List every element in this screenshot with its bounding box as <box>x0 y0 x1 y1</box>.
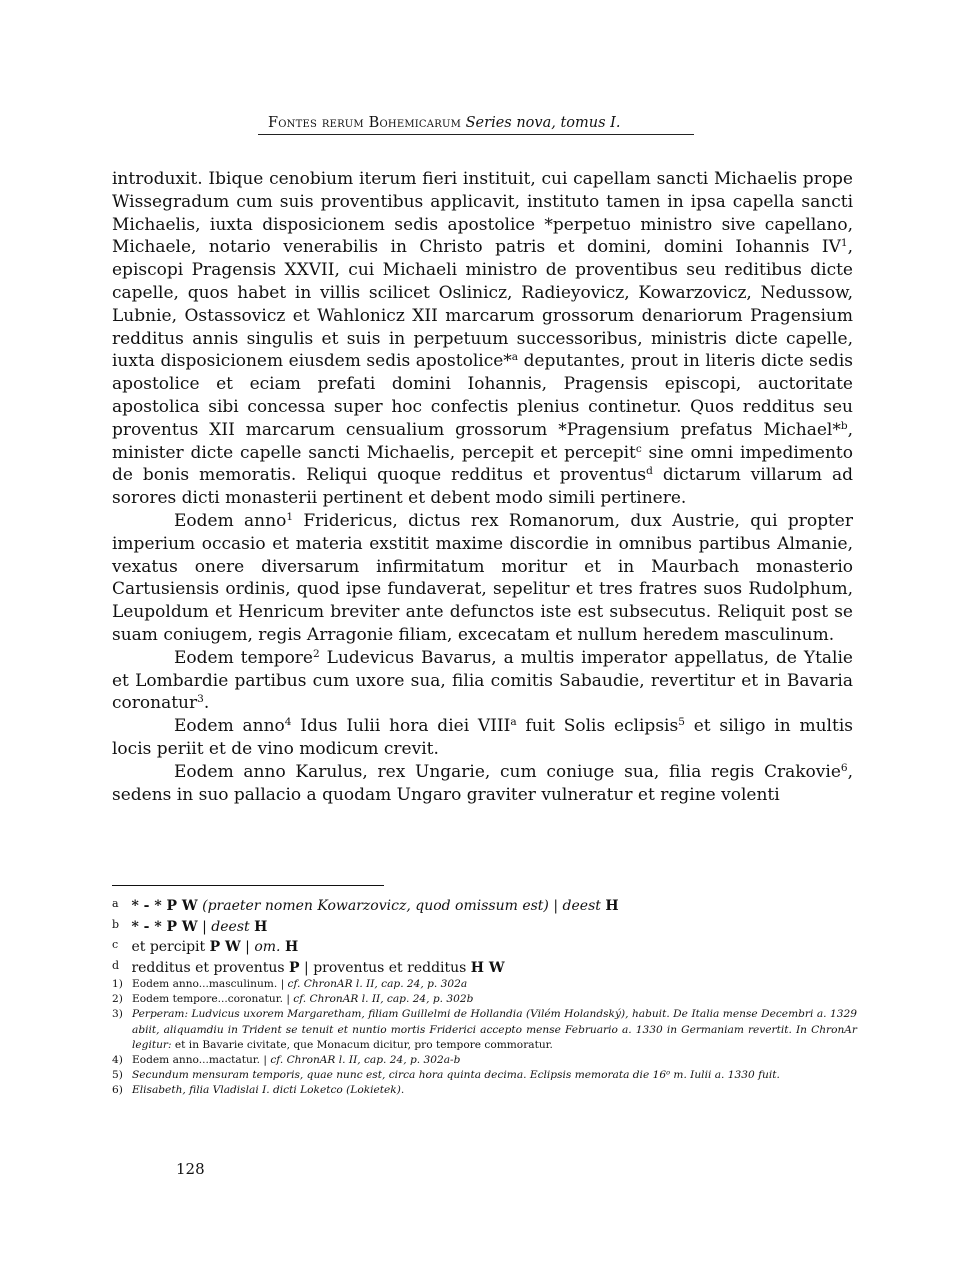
apparatus-note: a * - * P W (praeter nomen Kowarzovicz, quod omissum est) | deest H <box>112 897 619 914</box>
apparatus-ref: b <box>840 419 848 432</box>
paragraph: Eodem tempore$^2$ Ludevicus Bavarus, a multis imperator appellatus, de Ytalie et Lombardie partibus cum uxore sua, filia comitis Sabaudie, revertitur et in Bavaria coronatur$^3$. <box>112 647 853 714</box>
running-head <box>258 114 694 135</box>
paragraph: Eodem anno Karulus, rex Ungarie, cum coniuge sua, filia regis Crakovie$^6$, sedens in suo pallacio a quodam Ungaro graviter vulneratur et regine volenti <box>112 761 853 805</box>
footnote-ref: 6 <box>840 761 848 774</box>
paragraph: introduxit. Ibique cenobium iterum fieri instituit, cui capellam sancti Michaelis prope Wissegradum cum suis proventibus applicavit, instituto tamen in ipsa capella sancti Michaelis, iuxta disposicionem sedis apostolice *perpetuo ministro sive capellano, Michaele, notario venerabilis in Christo patris et domini, domini Iohannis $IV^1$, episcopi Pragensis XXVII, cui Michaeli ministro de proventibus seu reditibus dicte capelle, quos habet in villis scilicet Oslinicz, Radieyovicz, Kowarzovicz, Nedussow, Lubnie, Ostassovicz et Wahlonicz XII marcarum grossorum denariorum Pragensium redditus annis singulis et suis in perpetuum successoribus, ministris dicte capelle, iuxta disposicionem eiusdem sedis apostolice*$^a$ deputantes, prout in literis dicte sedis apostolice et eciam prefati domini Iohannis, Pragensis episcopi, auctoritate apostolica sibi concessa super hoc confectis plenius continetur. Quos redditus seu proventus XII marcarum censualium grossorum *Pragensium prefatus Michael*$^b$, minister dicte capelle sancti Michaelis, percepit et percepit$^c$ sine omni impedimento de bonis memoratis. Reliqui quoque redditus et proventus$^d$ dictarum villarum ad sorores dicti monasterii pertinent et debent modo simili pertinere. <box>112 169 854 509</box>
footnote: 2) Eodem tempore...coronatur. | cf. ChronAR l. II, cap. 24, p. 302b <box>112 993 474 1006</box>
apparatus-ref: d <box>646 465 653 478</box>
footnote: 4) Eodem anno...mactatur. | cf. ChronAR l. II, cap. 24, p. 302a-b <box>112 1054 461 1067</box>
apparatus-note: c et percipit P W | om. H <box>112 938 299 955</box>
footnote-ref: 1 <box>286 511 294 524</box>
footnote-ref: 1 <box>840 237 848 250</box>
paragraph: Eodem anno$^1$ Fridericus, dictus rex Romanorum, dux Austrie, qui propter imperium occasio et materia exstitit maxime discordie in omnibus partibus Almanie, vexatus onere diversarum infirmitatum moritur et in Maurbach monasterio Cartusiensis ordinis, quod ipse fundaverat, sepelitur et tres fratres suos Rudolphum, Leupoldum et Henricum breviter ante defunctos iste est subsecutus. Reliquit post se suam coniugem, regis Arragonie filiam, excecatam et nullum heredem masculinum. <box>112 510 853 645</box>
apparatus-note: b * - * P W | deest H <box>112 917 268 935</box>
footnote-divider <box>112 885 384 886</box>
running-head-title: Fontes rerum Bohemicarum <box>268 115 462 131</box>
footnote-ref: 2 <box>313 647 320 660</box>
footnote-ref: 3 <box>197 693 204 706</box>
footnote-ref: 4 <box>284 716 292 729</box>
footnote: 1) Eodem anno...masculinum. | cf. ChronAR l. II, cap. 24, p. 302a <box>112 978 468 990</box>
apparatus-note: d redditus et proventus P | proventus et redditus H W <box>112 958 505 976</box>
footnotes <box>112 895 857 1099</box>
footnote: 3) Perperam: Ludvicus uxorem Margaretham, filiam Guillelmi de Hollandia (Vilém Holandský), habuit. De Italia mense Decembri a. 1329 abiit, aliquamdiu in Trident se tenuit et nuntio mortis Friderici accepto mense Februario a. 1330 in Germaniam revertit. In ChronAr legitur: et in Bavarie civitate, que Monacum dicitur, pro tempore commoratur. <box>112 1008 857 1051</box>
apparatus-ref: a <box>510 716 517 729</box>
footnote: 6) Elisabeth, filia Vladislai I. dicti Loketco (Lokietek). <box>112 1084 405 1097</box>
main-text <box>112 168 853 806</box>
footnote-ref: 5 <box>678 716 685 729</box>
footnote: 5) Secundum mensuram temporis, quae nunc est, circa hora quinta decima. Eclipsis memorata die 16$^o$ m. Iulii a. 1330 fuit. <box>112 1068 780 1082</box>
apparatus-ref: a <box>511 351 519 364</box>
paragraph: Eodem anno$^4$ Idus Iulii hora diei VIII$^a$ fuit Solis eclipsis$^5$ et siligo in multis locis periit et de vino modicum crevit. <box>112 716 853 759</box>
running-head-series: Series nova, tomus I. <box>465 115 621 131</box>
apparatus-ref: c <box>635 442 642 455</box>
page-number: 128 <box>176 1160 205 1178</box>
